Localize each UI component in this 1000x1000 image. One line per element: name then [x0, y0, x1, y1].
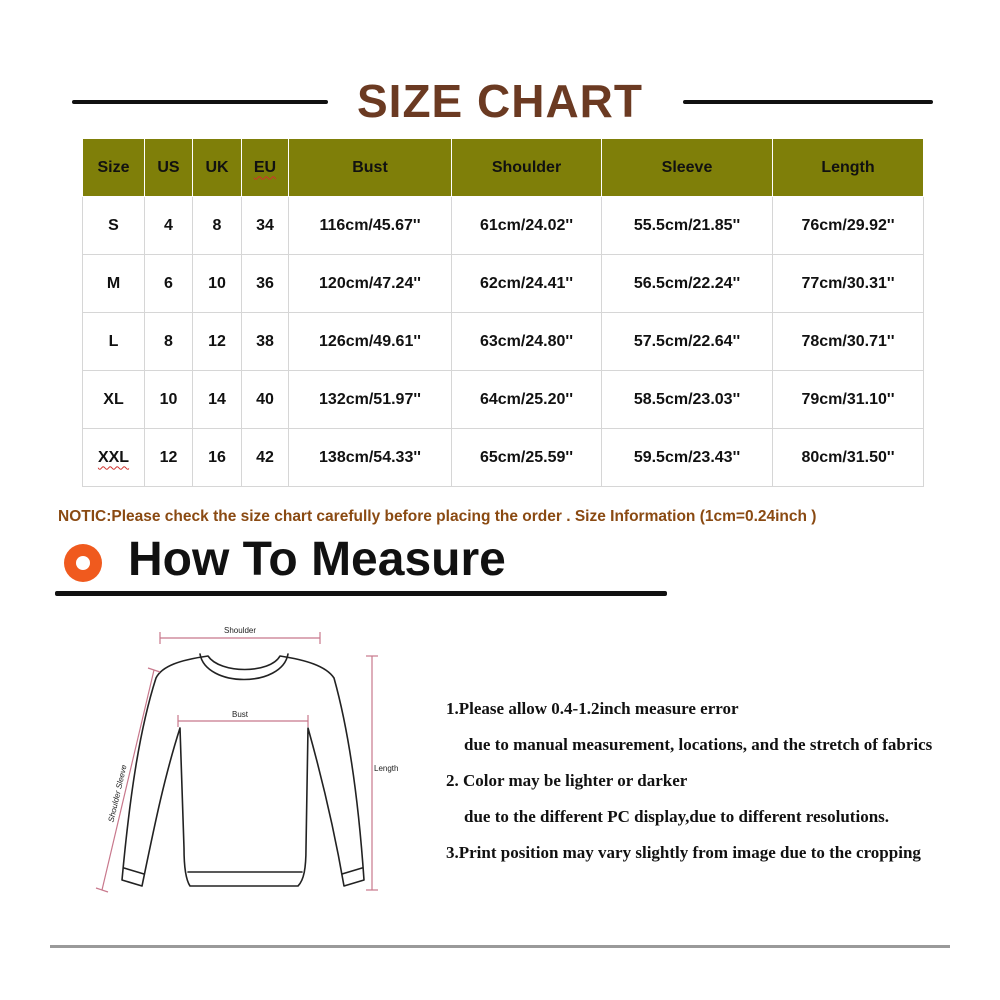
- header-uk: UK: [193, 139, 242, 197]
- cell-length: 80cm/31.50'': [773, 429, 924, 487]
- table-row: [83, 371, 924, 429]
- cell-bust: 126cm/49.61'': [289, 313, 452, 371]
- sweater-diagram: [90, 618, 420, 908]
- cell-size: [83, 429, 145, 487]
- cell-bust: 116cm/45.67'': [289, 197, 452, 255]
- size-table: [82, 138, 924, 487]
- cell-bust: 120cm/47.24'': [289, 255, 452, 313]
- table-row: [83, 255, 924, 313]
- cell-shoulder: 64cm/25.20'': [452, 371, 602, 429]
- cell-uk: 8: [193, 197, 242, 255]
- cell-us: 6: [145, 255, 193, 313]
- sweater-collar: [200, 654, 288, 680]
- note-line: 3.Print position may vary slightly from image due to the cropping: [446, 843, 921, 862]
- cell-sleeve: 58.5cm/23.03'': [602, 371, 773, 429]
- cell-size: XL: [83, 371, 145, 429]
- header-size: Size: [83, 139, 145, 197]
- cell-uk: 14: [193, 371, 242, 429]
- cell-sleeve: 57.5cm/22.64'': [602, 313, 773, 371]
- header-us: US: [145, 139, 193, 197]
- header-bust: Bust: [289, 139, 452, 197]
- cell-eu: 42: [242, 429, 289, 487]
- length-label: Length: [374, 764, 399, 773]
- bust-label: Bust: [231, 710, 249, 719]
- shoulder-label: Shoulder: [223, 626, 257, 635]
- cell-length: 79cm/31.10'': [773, 371, 924, 429]
- cell-us: 8: [145, 313, 193, 371]
- how-to-measure-title: How To Measure: [128, 533, 506, 586]
- sleeve-measure-line: [102, 670, 154, 890]
- cell-uk: 10: [193, 255, 242, 313]
- sweater-right-cuff: [342, 868, 362, 874]
- cell-shoulder: 65cm/25.59'': [452, 429, 602, 487]
- cell-uk: 12: [193, 313, 242, 371]
- cell-uk: 16: [193, 429, 242, 487]
- size-chart-title: SIZE CHART: [357, 75, 643, 127]
- cell-sleeve: 56.5cm/22.24'': [602, 255, 773, 313]
- cell-eu: 34: [242, 197, 289, 255]
- bottom-divider: [50, 945, 950, 948]
- cell-sleeve: 55.5cm/21.85'': [602, 197, 773, 255]
- cell-size: S: [83, 197, 145, 255]
- note-line: due to manual measurement, locations, and the stretch of fabrics: [464, 735, 933, 754]
- how-to-measure-rule: [55, 591, 667, 596]
- notice-text: NOTIC:Please check the size chart carefully before placing the order . Size Information (1cm=0.24inch ): [58, 508, 817, 525]
- note-line: due to the different PC display,due to different resolutions.: [464, 807, 890, 826]
- note-line: 1.Please allow 0.4-1.2inch measure error: [446, 699, 739, 718]
- cell-us: 12: [145, 429, 193, 487]
- note-line: 2. Color may be lighter or darker: [446, 771, 688, 790]
- cell-size: L: [83, 313, 145, 371]
- cell-eu: 40: [242, 371, 289, 429]
- table-row: [83, 197, 924, 255]
- cell-eu: 36: [242, 255, 289, 313]
- header-eu: [242, 139, 289, 197]
- cell-us: 10: [145, 371, 193, 429]
- cell-bust: 132cm/51.97'': [289, 371, 452, 429]
- table-header-row: [83, 139, 924, 197]
- header-eu-label: EU: [253, 158, 277, 176]
- cell-eu: 38: [242, 313, 289, 371]
- cell-shoulder: 61cm/24.02'': [452, 197, 602, 255]
- cell-size-label: XXL: [97, 448, 130, 466]
- cell-us: 4: [145, 197, 193, 255]
- cell-length: 78cm/30.71'': [773, 313, 924, 371]
- sweater-left-cuff: [124, 868, 144, 874]
- table-row: [83, 429, 924, 487]
- header-shoulder: Shoulder: [452, 139, 602, 197]
- table-row: [83, 313, 924, 371]
- cell-bust: 138cm/54.33'': [289, 429, 452, 487]
- header-length: Length: [773, 139, 924, 197]
- measure-notes: [446, 695, 932, 875]
- cell-shoulder: 63cm/24.80'': [452, 313, 602, 371]
- cell-length: 76cm/29.92'': [773, 197, 924, 255]
- cell-shoulder: 62cm/24.41'': [452, 255, 602, 313]
- cell-size: M: [83, 255, 145, 313]
- cell-sleeve: 59.5cm/23.43'': [602, 429, 773, 487]
- header-sleeve: Sleeve: [602, 139, 773, 197]
- title-rule-right: [683, 100, 933, 104]
- circle-bullet-icon: [64, 544, 102, 582]
- sweater-outline: [122, 656, 364, 886]
- cell-length: 77cm/30.31'': [773, 255, 924, 313]
- sleeve-label: Shoulder Sleeve: [106, 763, 129, 824]
